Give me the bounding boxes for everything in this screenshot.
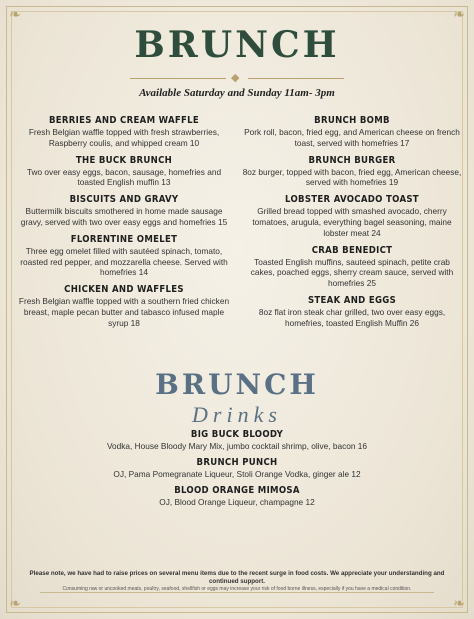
menu-item-description: Fresh Belgian waffle topped with a southern fried chicken breast, maple pecan butter and tabasco infused maple syrup 18 xyxy=(18,296,230,328)
page-title: BRUNCH xyxy=(134,24,340,66)
menu-item-name: CRAB BENEDICT xyxy=(311,244,393,256)
menu-item-name: STEAK AND EGGS xyxy=(307,294,397,306)
menu-item-name: BISCUITS AND GRAVY xyxy=(69,194,179,206)
drink-name: BLOOD ORANGE MIMOSA xyxy=(174,484,300,496)
divider-left xyxy=(130,78,226,79)
menu-item-description: Toasted English muffins, sauteed spinach, petite crab cakes, poached eggs, sherry cream sauce, served with homefries 25 xyxy=(250,256,454,289)
menu-item xyxy=(242,294,462,329)
menu-item xyxy=(242,154,462,189)
menu-column-left xyxy=(14,114,234,334)
menu-item-name: CHICKEN AND WAFFLES xyxy=(64,284,184,296)
drink-description: OJ, Pama Pomegranate Liqueur, Stoli Orange Vodka, ginger ale 12 xyxy=(113,468,361,479)
menu-item-name: FLORENTINE OMELET xyxy=(70,233,178,245)
divider-ornament-icon: ◆ xyxy=(231,71,240,84)
menu-item-description: Fresh Belgian waffle topped with fresh strawberries, Raspberry coulis, and whipped cream 10 xyxy=(28,127,220,148)
menu-item xyxy=(14,233,234,278)
availability-text: Available Saturday and Sunday 11am- 3pm xyxy=(139,87,335,99)
drink-name: BIG BUCK BLOODY xyxy=(190,429,284,440)
menu-item xyxy=(242,244,462,289)
menu-item-name: BERRIES AND CREAM WAFFLE xyxy=(48,115,200,126)
menu-item-name: BRUNCH BURGER xyxy=(308,154,396,166)
menu-column-right xyxy=(242,114,462,334)
health-warning: Consuming raw or uncooked meats, poultry, seafood, shellfish or eggs may increase your risk of food borne illness, especially if you have a medical condition. xyxy=(62,586,412,592)
corner-ornament-icon: ❧ xyxy=(453,7,465,23)
corner-ornament-icon: ❧ xyxy=(453,596,465,612)
drink-item xyxy=(80,428,394,452)
corner-ornament-icon: ❧ xyxy=(9,7,21,23)
menu-item xyxy=(14,283,234,328)
drinks-subtitle: Drinks xyxy=(192,402,282,427)
menu-item-description: Three egg omelet filled with sautéed spinach, tomato, roasted red pepper, and mozzarella cheese. Served with homefries 14 xyxy=(20,245,228,278)
menu-item xyxy=(14,154,234,189)
menu-item-description: 8oz flat iron steak char grilled, two over easy eggs, homefries, toasted English Muffin 26 xyxy=(258,306,446,328)
drink-description: OJ, Blood Orange Liqueur, champagne 12 xyxy=(159,496,315,507)
divider-right xyxy=(248,78,344,79)
drink-description: Vodka, House Bloody Mary Mix, jumbo cocktail shrimp, olive, bacon 16 xyxy=(106,441,368,451)
drinks-title: BRUNCH xyxy=(155,368,319,401)
corner-ornament-icon: ❧ xyxy=(9,596,21,612)
price-notice: Please note, we have had to raise prices on several menu items due to the recent surge in food costs. We appreciate your understanding and continued support. xyxy=(29,570,445,585)
menu-item-description: Grilled bread topped with smashed avocado, cherry tomatoes, arugula, everything bagel seasoning, maine lobster meat 24 xyxy=(252,206,452,238)
menu-item-name: THE BUCK BRUNCH xyxy=(75,154,173,166)
footer xyxy=(20,570,454,593)
menu-item xyxy=(14,193,234,228)
menu-item-name: BRUNCH BOMB xyxy=(314,115,390,126)
drink-name: BRUNCH PUNCH xyxy=(196,456,278,468)
menu-item xyxy=(242,114,462,149)
menu-item xyxy=(242,193,462,238)
menu-item-description: Two over easy eggs, bacon, sausage, homefries and toasted English muffin 13 xyxy=(26,166,222,188)
menu-item-name: LOBSTER AVOCADO TOAST xyxy=(285,194,419,206)
menu-item-description: Pork roll, bacon, fried egg, and American cheese on french toast, served with homefries 17 xyxy=(244,127,460,148)
menu-item-description: 8oz burger, topped with bacon, fried egg, American cheese, served with homefries 19 xyxy=(242,166,462,188)
bottom-divider xyxy=(40,592,434,593)
drink-item xyxy=(80,456,394,480)
menu-item-description: Buttermilk biscuits smothered in home made sausage gravy, served with two over easy eggs and homefries 15 xyxy=(20,206,228,227)
drink-item xyxy=(80,484,394,508)
drinks-list xyxy=(80,428,394,511)
menu-item xyxy=(14,114,234,149)
